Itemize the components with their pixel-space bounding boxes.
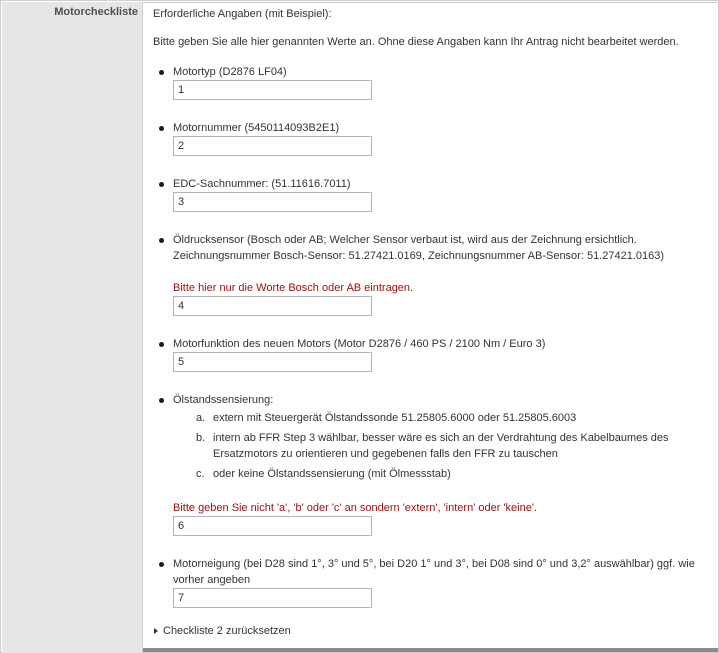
edc-label: EDC-Sachnummer: (51.11616.7011) (173, 178, 351, 190)
motornummer-label: Motornummer (5450114093B2E1) (173, 122, 340, 134)
oelstand-label: Ölstandssensierung: (173, 394, 274, 406)
triangle-right-icon (154, 628, 158, 634)
option-b-text-line1: intern ab FFR Step 3 wählbar, besser wäre es sich an der Verdrahtung des Kabelbaumes des (213, 432, 669, 444)
option-a-text: extern mit Steuergerät Ölstandssonde 51.25805.6000 oder 51.25805.6003 (213, 412, 577, 424)
bullet-icon (159, 398, 164, 403)
oeldruck-label-line1: Öldrucksensor (Bosch oder AB; Welcher Sensor verbaut ist, wird aus der Zeichnung ersichtlich. (173, 234, 637, 246)
motortyp-label: Motortyp (D2876 LF04) (173, 66, 287, 78)
bullet-icon (159, 562, 164, 567)
bottom-bar (143, 648, 718, 652)
option-c-letter: c. (196, 468, 205, 480)
oelstand-hint: Bitte geben Sie nicht 'a', 'b' oder 'c' an sondern 'extern', 'intern' oder 'keine'. (173, 502, 537, 514)
motornummer-input[interactable] (173, 136, 372, 156)
bullet-icon (159, 126, 164, 131)
bullet-icon (159, 182, 164, 187)
reset-checklist-link[interactable]: Checkliste 2 zurücksetzen (163, 625, 291, 637)
motorfunktion-input[interactable] (173, 352, 372, 372)
motortyp-input[interactable] (173, 80, 372, 100)
option-a-letter: a. (196, 412, 206, 424)
oelstand-input[interactable] (173, 516, 372, 536)
section-label: Motorcheckliste (54, 6, 138, 18)
sidebar (2, 2, 143, 653)
oeldruck-input[interactable] (173, 296, 372, 316)
option-b-letter: b. (196, 432, 206, 444)
motorneigung-label-line2: vorher angeben (173, 574, 251, 586)
edc-input[interactable] (173, 192, 372, 212)
bullet-icon (159, 238, 164, 243)
option-b-text-line2: Ersatzmotors zu orientieren und gegebenen falls den FFR zu tauschen (213, 448, 558, 460)
bullet-icon (159, 342, 164, 347)
oeldruck-hint: Bitte hier nur die Worte Bosch oder AB eintragen. (173, 282, 414, 294)
section-intro: Bitte geben Sie alle hier genannten Werte an. Ohne diese Angaben kann Ihr Antrag nicht bearbeitet werden. (153, 36, 679, 48)
motorneigung-label-line1: Motorneigung (bei D28 sind 1°, 3° und 5°, bei D20 1° und 3°, bei D08 sind 0° und 3,2° auswählbar) ggf. wie (173, 558, 695, 570)
bullet-icon (159, 70, 164, 75)
section-heading: Erforderliche Angaben (mit Beispiel): (153, 8, 332, 20)
oeldruck-label-line2: Zeichnungsnummer Bosch-Sensor: 51.27421.0169, Zeichnungsnummer AB-Sensor: 51.27421.0163) (173, 250, 665, 262)
option-c-text: oder keine Ölstandssensierung (mit Ölmessstab) (213, 468, 451, 480)
motorneigung-input[interactable] (173, 588, 372, 608)
top-divider (143, 2, 717, 3)
motorfunktion-label: Motorfunktion des neuen Motors (Motor D2876 / 460 PS / 2100 Nm / Euro 3) (173, 338, 546, 350)
